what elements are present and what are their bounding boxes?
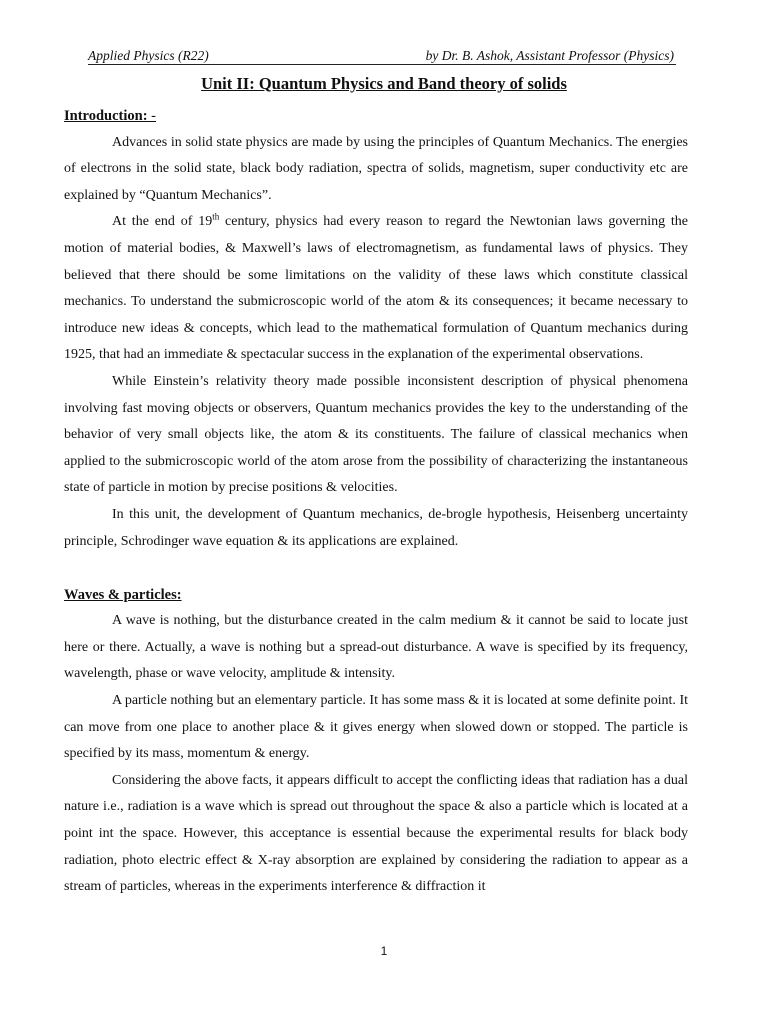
unit-title: Unit II: Quantum Physics and Band theory of solids (201, 74, 567, 93)
intro-paragraph-3: While Einstein’s relativity theory made possible inconsistent description of physical phenomena involving fast moving objects or observers, Quantum mechanics provides the key to the understanding of the behavior of very small objects like, the atom & its constituents. The failure of classical mechanics when applied to the submicroscopic world of the atom arose from the possibility of characterizing the instantaneous state of particle in motion by precise positions & velocities. (64, 373, 688, 496)
superscript-th: th (212, 211, 220, 222)
document-body (64, 103, 688, 901)
header-course: Applied Physics (R22) (88, 48, 209, 63)
waves-heading: Waves & particles: (64, 586, 182, 603)
waves-paragraph-3: Considering the above facts, it appears difficult to accept the conflicting ideas that radiation has a dual nature i.e., radiation is a wave which is spread out throughout the space & also a particle which is located at a point int the space. However, this acceptance is essential because the experimental results for black body radiation, photo electric effect & X-ray absorption are explained by considering the radiation to appear as a stream of particles, whereas in the experiments interference & diffraction it (64, 772, 688, 895)
intro-paragraph-2 (64, 209, 688, 369)
waves-paragraph-1: A wave is nothing, but the disturbance created in the calm medium & it cannot be said to locate just here or there. Actually, a wave is nothing but a spread-out disturbance. A wave is specified by its frequency, wavelength, phase or wave velocity, amplitude & intensity. (64, 613, 688, 682)
introduction-heading-suffix: - (147, 108, 156, 124)
intro-paragraph-4: In this unit, the development of Quantum mechanics, de-brogle hypothesis, Heisenberg uncertainty principle, Schrodinger wave equation & its applications are explained. (64, 506, 688, 549)
intro-paragraph-2-start: At the end of 19 (112, 214, 213, 230)
intro-paragraph-1: Advances in solid state physics are made by using the principles of Quantum Mechanics. The energies of electrons in the solid state, black body radiation, spectra of solids, magnetism, super conductivity etc are explained by “Quantum Mechanics”. (64, 134, 688, 203)
header-author: by Dr. B. Ashok, Assistant Professor (Physics) (425, 48, 674, 63)
section-spacer (64, 555, 688, 582)
page-number: 1 (380, 944, 388, 958)
introduction-heading-text: Introduction: (64, 108, 148, 124)
introduction-heading (64, 103, 688, 130)
running-header (88, 48, 676, 65)
waves-paragraph-2: A particle nothing but an elementary particle. It has some mass & it is located at some definite point. It can move from one place to another place & it gives energy when slowed down or stopped. The particle is specified by its mass, momentum & energy. (64, 693, 688, 762)
intro-paragraph-2-rest: century, physics had every reason to regard the Newtonian laws governing the motion of material bodies, & Maxwell’s laws of electromagnetism, as fundamental laws of physics. They believed that there should be some limitations on the validity of these laws which constitute classical mechanics. To understand the submicroscopic world of the atom & its consequences; it became necessary to introduce new ideas & concepts, which lead to the mathematical formulation of Quantum mechanics during 1925, that had an immediate & spectacular success in the explanation of the experimental observations. (64, 214, 688, 363)
